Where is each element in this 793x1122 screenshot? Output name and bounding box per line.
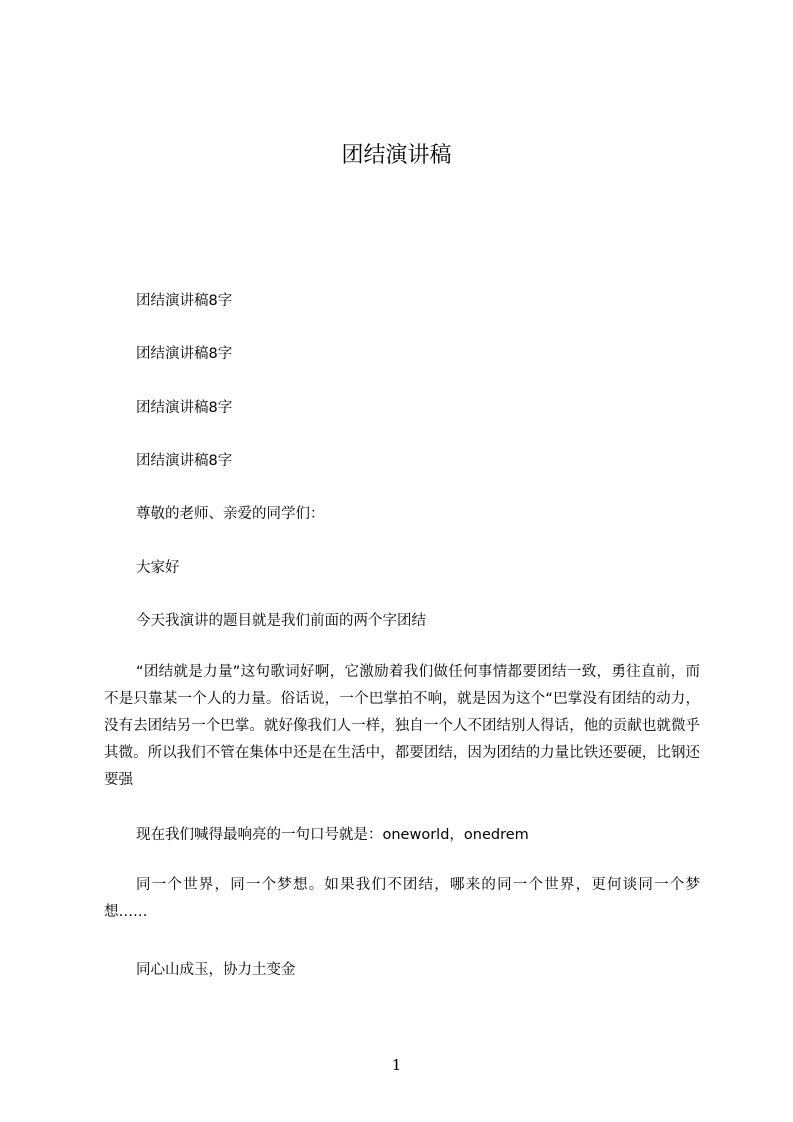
subtitle-line-2: 团结演讲稿8字 xyxy=(136,346,233,362)
subtitle-line-1: 团结演讲稿8字 xyxy=(136,293,233,309)
hello-line: 大家好 xyxy=(136,560,180,576)
page-number: 1 xyxy=(391,1056,402,1074)
closing-line: 同心山成玉，协力土变金 xyxy=(136,962,296,978)
greeting-line: 尊敬的老师、亲爱的同学们： xyxy=(136,506,325,522)
body-paragraph-1: “团结就是力量”这句歌词好啊，它激励着我们做任何事情都要团结一致，勇往直前，而不是只靠某一个人的力量。俗话说，一个巴掌拍不响，就是因为这个“巴掌没有团结的动力，没有去团结另一个巴掌。就好像我们人一样，独自一个人不团结别人得话，他的贡献也就微乎其微。所以我们不管在集体中还是在生活中，都要团结，因为团结的力量比铁还要硬，比钢还要强 xyxy=(104,664,700,788)
body-paragraph-2: 同一个世界，同一个梦想。如果我们不团结，哪来的同一个世界，更何谈同一个梦想…… xyxy=(104,877,700,920)
subtitle-line-3: 团结演讲稿8字 xyxy=(136,400,233,416)
document-title: 团结演讲稿 xyxy=(341,143,452,168)
slogan-line: 现在我们喊得最响亮的一句口号就是：oneworld，onedrem xyxy=(136,827,529,843)
topic-line: 今天我演讲的题目就是我们前面的两个字团结 xyxy=(136,613,426,629)
subtitle-line-4: 团结演讲稿8字 xyxy=(136,453,233,469)
